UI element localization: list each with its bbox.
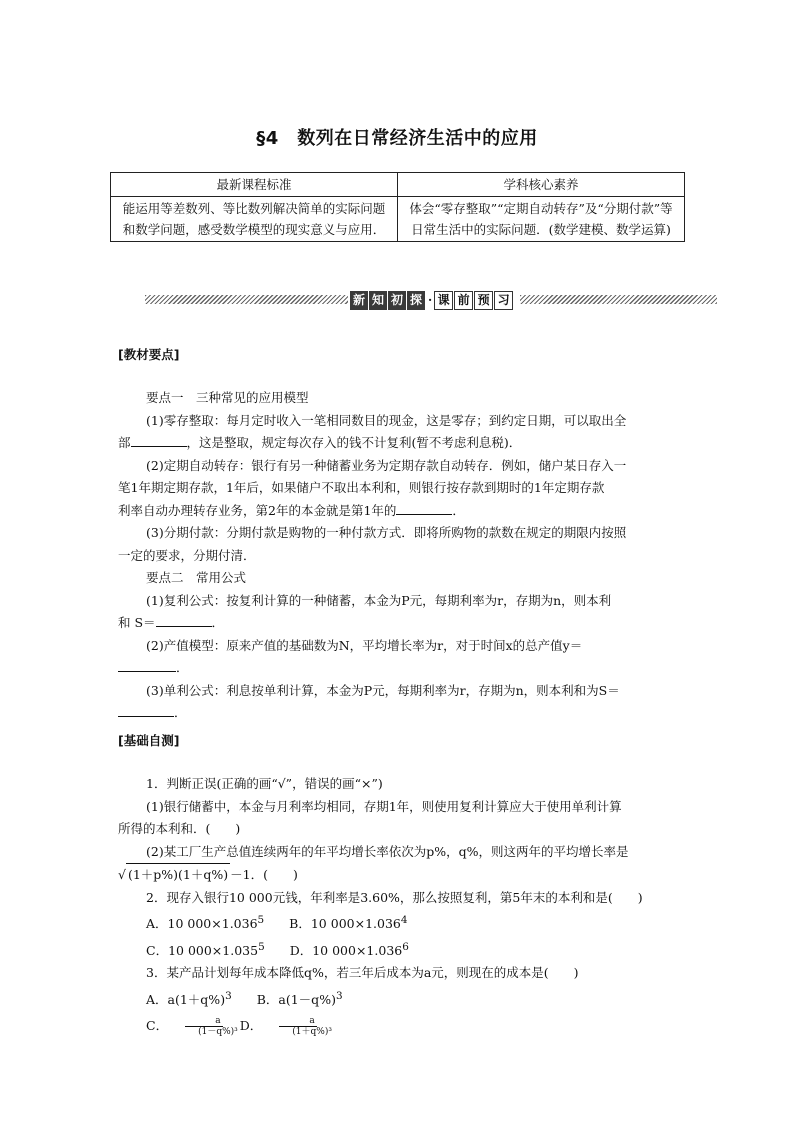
p3-line1: (3)分期付款：分期付款是购物的一种付款方式．即将所购物的款数在规定的期限内按照	[146, 525, 627, 540]
q2-title: 2．现存入银行10 000元钱，年利率是3.60%，那么按照复利，第5年末的本利和是( )	[146, 889, 643, 905]
table-cell-standards: 能运用等差数列、等比数列解决简单的实际问题和数学问题，感受数学模型的现实意义与应用．	[111, 197, 398, 242]
fill-blank	[396, 502, 452, 515]
option-d: D．	[239, 1018, 263, 1034]
point2-title: 要点二 常用公式	[146, 570, 247, 585]
denominator: (1＋q%)³	[292, 1027, 332, 1038]
table-cell-literacy: 体会“零存整取”“定期自动转存”及“分期付款”等日常生活中的实际问题．(数学建模、数学运算)	[398, 197, 685, 242]
f2-line2	[118, 657, 678, 680]
text: ．	[211, 615, 225, 630]
p1-line1: (1)零存整取：每月定时收入一笔相同数目的现金，这是零存；到约定日期，可以取出全	[146, 412, 627, 428]
option-b: B．10 000×1.036	[289, 916, 401, 932]
banner-hatch-left	[145, 295, 348, 304]
exponent: 3	[335, 989, 343, 1002]
q2-options-ab	[118, 909, 678, 936]
f1-line2	[118, 612, 678, 635]
text: 利率自动办理转存业务，第2年的本金就是第1年的	[118, 502, 397, 518]
fraction	[170, 1016, 238, 1037]
banner-char: 前	[454, 291, 473, 310]
q1-2-line2: √ (1＋p%)(1＋q%) －1．( )	[118, 863, 678, 887]
table-header-literacy: 学科核心素养	[398, 173, 685, 197]
exponent: 5	[257, 914, 265, 926]
text: 部	[118, 435, 131, 450]
text: ．	[174, 705, 187, 720]
p1-line2	[118, 432, 678, 455]
banner-char: 知	[369, 291, 387, 310]
option-d: D．10 000×1.036	[289, 942, 403, 958]
f3-line1: (3)单利公式：利息按单利计算，本金为P元，每期利率为r，存期为n，则本利和为S＝	[146, 682, 620, 698]
denominator: (1－q%)³	[198, 1027, 238, 1038]
section-heading-self-test: [基础自测]	[118, 733, 180, 748]
point1-title: 要点一 三种常见的应用模型	[146, 390, 309, 405]
banner-char: 探	[407, 291, 425, 310]
q1-1-line1: (1)银行储蓄中，本金与月利率均相同，存期1年，则使用复利计算应大于使用单利计算	[146, 798, 622, 814]
option-b: B．a(1－q%)	[256, 991, 336, 1007]
numerator: a	[185, 1016, 222, 1027]
fill-blank	[156, 614, 212, 627]
q3-title: 3．某产品计划每年成本降低q%，若三年后成本为a元，则现在的成本是( )	[146, 965, 579, 981]
fraction	[264, 1016, 332, 1037]
p3-line2: 一定的要求，分期付清．	[118, 547, 256, 563]
q1-2-line1: (2)某工厂生产总值连续两年的年平均增长率依次为p%，q%，则这两年的平均增长率是	[146, 843, 629, 859]
f3-line2	[118, 702, 678, 725]
self-test-body	[118, 773, 678, 1038]
section-heading-key-points: [教材要点]	[118, 347, 180, 362]
fill-blank	[118, 704, 174, 717]
q3-options-ab	[118, 985, 678, 1012]
text: ．	[176, 660, 189, 675]
section-banner	[145, 289, 717, 311]
banner-char: 初	[388, 291, 406, 310]
f2-line1: (2)产值模型：原来产值的基础数为N，平均增长率为r，对于时间x的总产值y＝	[146, 637, 583, 653]
option-c: C．	[146, 1018, 169, 1034]
option-a: A．10 000×1.036	[146, 916, 258, 932]
sqrt-expression: (1＋p%)(1＋q%)	[126, 863, 230, 887]
text: ，这是整取，规定每次存入的钱不计复利(暂不考虑利息税)．	[186, 435, 522, 450]
standards-table	[110, 172, 685, 242]
banner-hatch-right	[520, 295, 717, 304]
exponent: 4	[400, 914, 408, 926]
key-points-body	[118, 387, 678, 725]
q2-options-cd	[118, 936, 678, 963]
text: 和 S＝	[118, 615, 156, 630]
table-header-standards: 最新课程标准	[111, 173, 398, 197]
banner-char: 习	[494, 291, 513, 310]
exponent: 5	[258, 940, 265, 953]
page-title: §4 数列在日常经济生活中的应用	[256, 128, 538, 149]
option-c: C．10 000×1.035	[146, 942, 259, 958]
option-a: A．a(1＋q%)	[146, 991, 226, 1007]
p2-line3	[118, 500, 678, 523]
exponent: 3	[225, 989, 232, 1002]
text: －1．( )	[230, 867, 298, 882]
banner-separator: ·	[428, 293, 433, 307]
f1-line1: (1)复利公式：按复利计算的一种储蓄，本金为P元，每期利率为r，存期为n，则本利	[146, 592, 612, 608]
text: ．	[452, 502, 465, 518]
numerator: a	[279, 1016, 316, 1027]
p2-line1: (2)定期自动转存：银行有另一种储蓄业务为定期存款自动转存．例如，储户某日存入一	[146, 457, 627, 473]
banner-char: 课	[434, 291, 453, 310]
q1-title: 1．判断正误(正确的画“√”，错误的画“×”)	[146, 776, 383, 791]
exponent: 6	[402, 940, 409, 953]
banner-char: 预	[474, 291, 493, 310]
fill-blank	[131, 434, 187, 447]
banner-char: 新	[350, 291, 368, 310]
p2-line2: 笔1年期定期存款，1年后，如果储户不取出本利和，则银行按存款到期时的1年定期存款	[118, 480, 605, 495]
q1-1-line2: 所得的本利和．( )	[118, 821, 241, 836]
banner-tag	[350, 289, 514, 311]
fill-blank	[118, 659, 176, 672]
q3-options-cd	[118, 1015, 678, 1038]
